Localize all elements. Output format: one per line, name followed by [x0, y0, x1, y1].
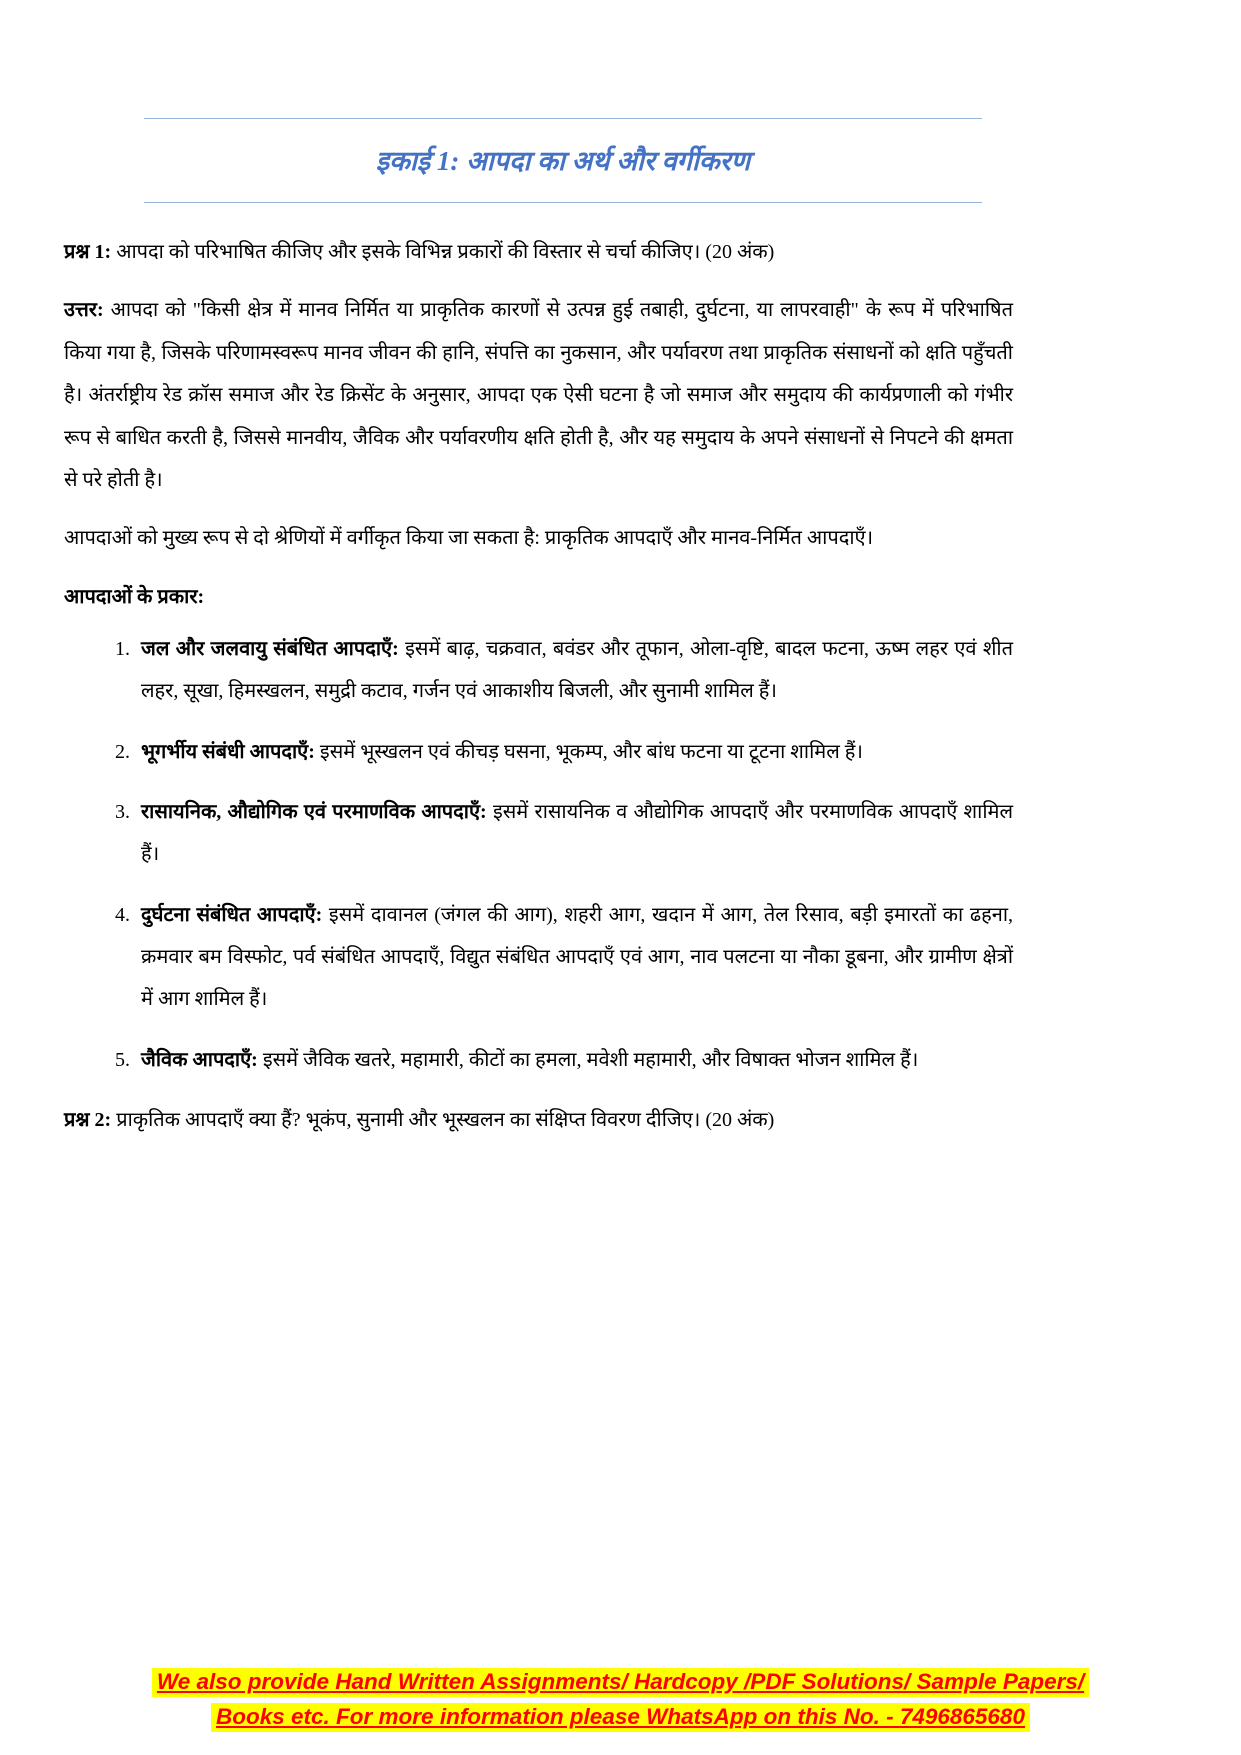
title-block — [144, 118, 982, 203]
promo-footer-text-1: We also provide Hand Written Assignments/ Hardcopy /PDF Solutions/ Sample Papers/ — [152, 1668, 1089, 1697]
question-2 — [64, 1099, 1013, 1141]
list-item — [135, 894, 1013, 1021]
disaster-types-list — [64, 628, 1013, 1082]
list-item-text: इसमें दावानल (जंगल की आग), शहरी आग, खदान में आग, तेल रिसाव, बड़ी इमारतों का ढहना, क्रमवार बम विस्फोट, पर्व संबंधित आपदाएँ, विद्युत संबंधित आपदाएँ एवं आग, नाव पलटना या नौका डूबना, और ग्रामीण क्षेत्रों में आग शामिल हैं। — [141, 903, 1013, 1011]
list-item — [135, 791, 1013, 876]
question-1 — [64, 231, 1013, 273]
question-2-text: प्राकृतिक आपदाएँ क्या हैं? भूकंप, सुनामी और भूस्खलन का संक्षिप्त विवरण दीजिए। (20 अंक) — [116, 1109, 775, 1132]
promo-footer-line-1 — [0, 1665, 1241, 1700]
title-rule-bottom — [144, 202, 982, 203]
answer-text: आपदा को "किसी क्षेत्र में मानव निर्मित या प्राकृतिक कारणों से उत्पन्न हुई तबाही, दुर्घटना, या लापरवाही" के रूप में परिभाषित किया गया है, जिसके परिणामस्वरूप मानव जीवन की हानि, संपत्ति का नुकसान, और पर्यावरण तथा प्राकृतिक संसाधनों को क्षति पहुँचती है। अंतर्राष्ट्रीय रेड क्रॉस समाज और रेड क्रिसेंट के अनुसार, आपदा एक ऐसी घटना है जो समाज और समुदाय की कार्यप्रणाली को गंभीर रूप से बाधित करती है, जिससे मानवीय, जैविक और पर्यावरणीय क्षति होती है, और यह समुदाय के अपने संसाधनों से निपटने की क्षमता से परे होती है। — [64, 299, 1013, 491]
list-item-lead: जल और जलवायु संबंधित आपदाएँ: — [141, 637, 399, 660]
list-item — [135, 1039, 1013, 1081]
list-item-lead: दुर्घटना संबंधित आपदाएँ: — [141, 903, 323, 926]
list-item-text: इसमें रासायनिक व औद्योगिक आपदाएँ और परमाणविक आपदाएँ शामिल हैं। — [141, 800, 1014, 866]
classification-paragraph: आपदाओं को मुख्य रूप से दो श्रेणियों में वर्गीकृत किया जा सकता है: प्राकृतिक आपदाएँ और मानव-निर्मित आपदाएँ। — [64, 527, 874, 550]
question-1-text: आपदा को परिभाषित कीजिए और इसके विभिन्न प्रकारों की विस्तार से चर्चा कीजिए। (20 अंक) — [116, 241, 775, 263]
list-item-lead: भूगर्भीय संबंधी आपदाएँ: — [141, 740, 315, 763]
promo-footer-line-2 — [0, 1700, 1241, 1735]
answer-paragraph — [64, 289, 1013, 501]
list-item — [135, 628, 1013, 713]
promo-footer-text-2: Books etc. For more information please WhatsApp on this No. - 7496865680 — [211, 1703, 1030, 1732]
promo-footer — [0, 1665, 1241, 1735]
question-1-label: प्रश्न 1: — [64, 241, 112, 263]
list-item-lead: रासायनिक, औद्योगिक एवं परमाणविक आपदाएँ: — [141, 800, 487, 823]
question-2-label: प्रश्न 2: — [64, 1109, 112, 1132]
list-item-text: इसमें भूस्खलन एवं कीचड़ घसना, भूकम्प, और बांध फटना या टूटना शामिल हैं। — [319, 740, 863, 763]
list-item-text: इसमें बाढ़, चक्रवात, बवंडर और तूफान, ओला-वृष्टि, बादल फटना, ऊष्म लहर एवं शीत लहर, सूखा, हिमस्खलन, समुद्री कटाव, गर्जन एवं आकाशीय बिजली, और सुनामी शामिल हैं। — [141, 637, 1014, 703]
list-item-text: इसमें जैविक खतरे, महामारी, कीटों का हमला, मवेशी महामारी, और विषाक्त भोजन शामिल हैं। — [262, 1048, 919, 1071]
list-item — [135, 731, 1013, 773]
answer-label: उत्तर: — [64, 299, 104, 322]
list-item-lead: जैविक आपदाएँ: — [141, 1048, 258, 1071]
page-title: इकाई 1: आपदा का अर्थ और वर्गीकरण — [375, 146, 751, 176]
types-heading: आपदाओं के प्रकार: — [64, 585, 205, 608]
